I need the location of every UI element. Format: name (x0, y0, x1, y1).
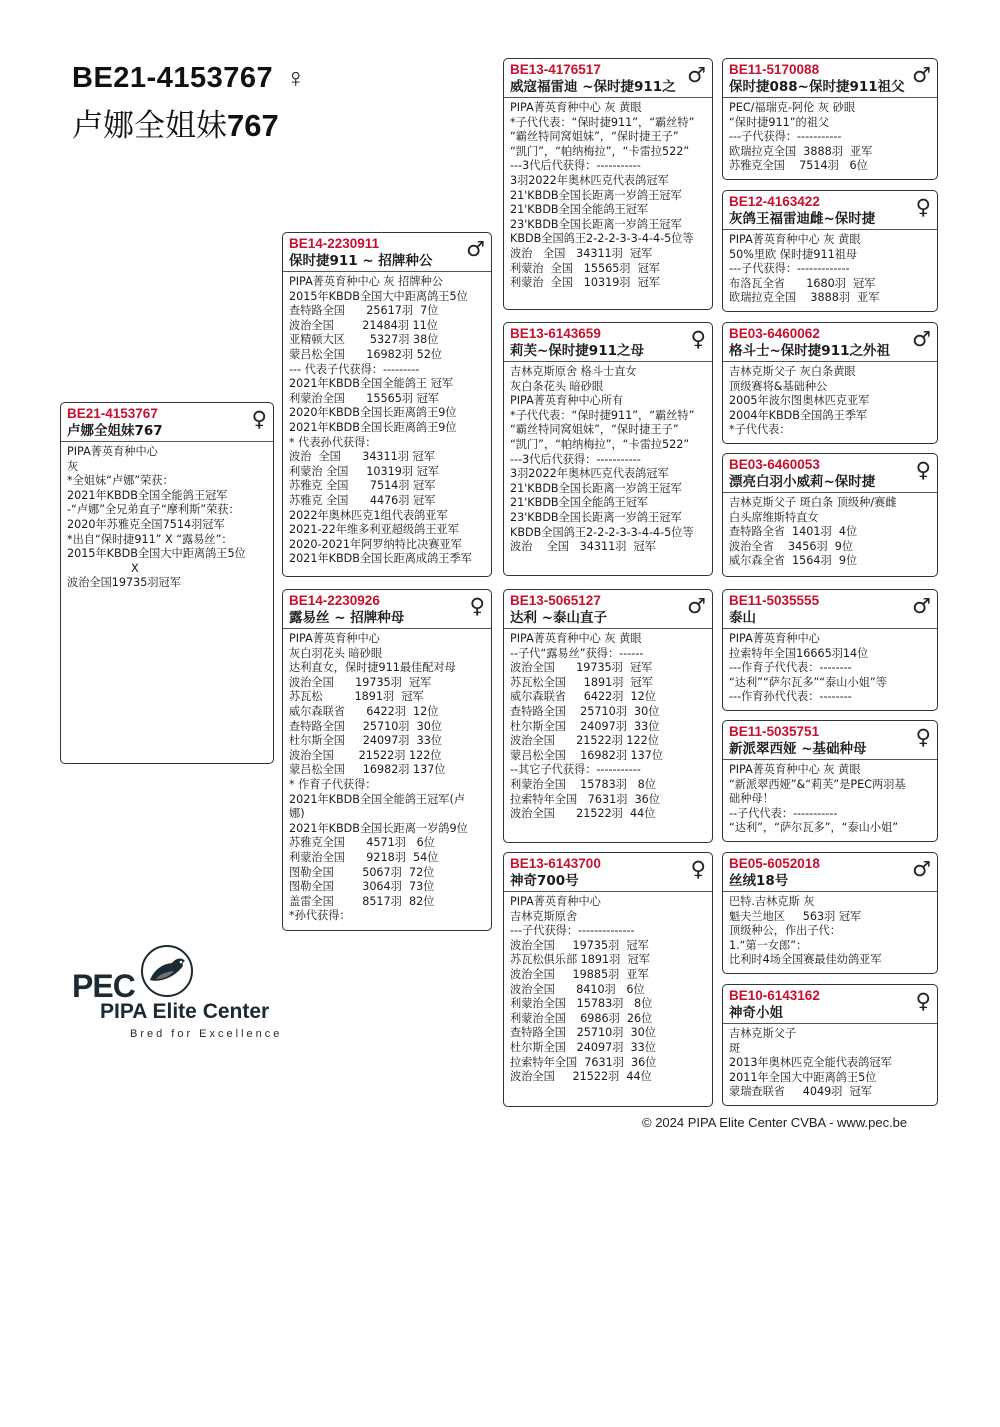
bird-name: 灰鸽王福雷迪雌~保时捷 (729, 211, 876, 227)
card-body (723, 760, 937, 839)
pedigree-card-dsd (722, 720, 938, 842)
card-text-line: PIPA菁英育种中心 (510, 895, 601, 908)
card-text-line: “凯门”，“帕纳梅拉”，“卡雷拉522” (510, 144, 690, 158)
card-text-line: 2021年KBDB全国长距离一岁鸽9位 (289, 821, 468, 835)
pedigree-card-dam-dam (503, 852, 713, 1107)
card-text-line: *子代代表：“保时捷911”，“霸丝特” (510, 115, 695, 129)
pedigree-card-ssd (722, 190, 938, 312)
card-text-line: 利蒙治全国 15565羽 冠军 (289, 391, 439, 405)
ring-number: BE14-2230911 (289, 236, 380, 251)
card-text-line: 23'KBDB全国长距离一岁鸽王冠军 (510, 510, 682, 524)
bird-name: 神奇小姐 (729, 1005, 783, 1021)
card-text-line: 魁夫兰地区 563羽 冠军 (729, 909, 862, 923)
pedigree-card-dds (722, 852, 938, 974)
card-body (504, 362, 712, 558)
card-text-line: “保时捷911”的祖父 (729, 115, 830, 129)
card-text-line: PIPA菁英育种中心 (67, 445, 158, 458)
ring-number: BE12-4163422 (729, 194, 820, 209)
card-text-line: 2020年KBDB全国长距离鸽王9位 (289, 406, 457, 420)
card-text-line: 比利时4场全国赛最佳幼鸽亚军 (729, 953, 882, 967)
bird-name: 威寇福雷迪 ~保时捷911之 (510, 79, 676, 95)
card-text-line: *全姐妹“卢娜”荣获： (67, 474, 174, 488)
card-header (504, 59, 712, 98)
footer-copyright: © 2024 PIPA Elite Center CVBA - www.pec.be (642, 1115, 908, 1130)
card-text-line: 2021年KBDB全国长距离鸽王9位 (289, 420, 457, 434)
card-text-line: PIPA菁英育种中心 (729, 632, 820, 645)
pedigree-card-sire (282, 232, 492, 577)
card-text-line: 波治全国 21522羽 44位 (510, 1070, 652, 1084)
card-text-line: 布洛瓦全省 1680羽 冠军 (729, 276, 876, 290)
card-text-line: 波治全国 19885羽 亚军 (510, 967, 649, 981)
card-text-line: 吉林克斯原舍 格斗士直女 (510, 365, 637, 378)
card-text-line: PIPA菁英育种中心 灰 黄眼 (510, 101, 642, 114)
card-header (723, 590, 937, 629)
card-text-line: 21'KBDB全国全能鸽王冠军 (510, 203, 649, 217)
pedigree-card-sds (722, 322, 938, 444)
bird-name: 神奇700号 (510, 873, 579, 889)
card-text-line: *出自“保时捷911” X “露易丝”： (67, 532, 233, 546)
card-text-line: 蒙瑞查联省 4049羽 冠军 (729, 1085, 872, 1099)
card-text-line: 吉林克斯原舍 (510, 909, 578, 923)
card-text-line: ---3代后代获得：----------- (510, 452, 641, 466)
card-text-line: 亚精顿大区 5327羽 38位 (289, 333, 439, 347)
card-text-line: PIPA菁英育种中心所有 (510, 394, 624, 408)
card-text-line: 威尔森联省 6422羽 12位 (510, 690, 656, 704)
card-text-line: 拉索特年全国 7631羽 36位 (510, 1055, 657, 1069)
card-header (504, 853, 712, 892)
page-title-num: 767 (227, 108, 279, 143)
pedigree-card-subject (60, 402, 274, 764)
card-text-line: ---子代获得：----------- (729, 130, 842, 144)
card-text-line: 2021年KBDB全国长距离成鸽王季军 (289, 552, 472, 566)
card-text-line: --子代代表：----------- (729, 806, 838, 820)
card-body (723, 1024, 937, 1103)
card-text-line: 1.“第一女郎”： (729, 938, 808, 952)
card-text-line: 波治全国 21522羽 122位 (289, 748, 442, 762)
card-text-line: 查特路全国 25710羽 30位 (510, 1026, 656, 1040)
card-body (504, 98, 712, 294)
card-text-line: 灰 (67, 459, 79, 473)
bird-name: 丝绒18号 (729, 873, 789, 889)
card-text-line: * 作育子代获得： (289, 777, 377, 791)
page-ring-number (72, 62, 306, 95)
bird-name: 漂亮白羽小威莉~保时捷 (729, 474, 876, 490)
card-header (504, 590, 712, 629)
card-text-line: 2015年KBDB全国大中距离鸽王5位 (289, 289, 468, 303)
card-header (723, 985, 937, 1024)
card-text-line: PIPA菁英育种中心 灰 黄眼 (729, 763, 861, 776)
pedigree-card-dss (722, 589, 938, 711)
card-text-line: 蒙吕松全国 16982羽 137位 (510, 748, 664, 762)
card-text-line: 白头席维斯特直女 (729, 510, 819, 524)
ring-number: BE03-6460053 (729, 457, 820, 472)
card-body (504, 892, 712, 1088)
card-text-line: 欧瑞拉克全国 3888羽 亚军 (729, 144, 873, 158)
pedigree-card-sss (722, 58, 938, 180)
card-text-line: 波治 全国 34311羽 冠军 (510, 540, 656, 554)
card-header (283, 233, 491, 272)
bird-name: 泰山 (729, 610, 756, 626)
card-text-line: 利蒙治 全国 10319羽 冠军 (289, 464, 439, 478)
card-text-line: 波治全国 19735羽 冠军 (510, 661, 653, 675)
card-text-line: 灰白条花头 暗砂眼 (510, 379, 604, 393)
logo-tagline: Bred for Excellence (130, 1028, 283, 1040)
pedigree-card-dam-sire (503, 589, 713, 843)
bird-name: 格斗士~保时捷911之外祖 (729, 343, 890, 359)
card-text-line: 利蒙治全国 15783羽 8位 (510, 997, 653, 1011)
card-text-line: *子代代表：“保时捷911”，“霸丝特” (510, 408, 695, 422)
card-text-line: PEC/福瑞克-阿伦 灰 砂眼 (729, 101, 856, 114)
card-header (723, 454, 937, 493)
card-text-line: 2021年KBDB全国全能鸽王冠军 (67, 488, 228, 502)
card-text-line: 利蒙治全国 9218羽 54位 (289, 850, 439, 864)
card-body (61, 442, 273, 594)
card-text-line: 图勒全国 3064羽 73位 (289, 880, 435, 894)
card-text-line: 波治全国19735羽冠军 (67, 576, 181, 590)
card-header (723, 853, 937, 892)
male-symbol-icon: ♂ (687, 594, 706, 618)
card-text-line: 2021年KBDB全国全能鸽王冠军(卢 (289, 792, 466, 806)
ring-number: BE14-2230926 (289, 593, 380, 608)
ring-number: BE11-5035751 (729, 724, 820, 739)
card-body (723, 362, 937, 441)
female-symbol-icon: ♀ (285, 63, 307, 93)
card-text-line: 2013年奥林匹克全能代表鸽冠军 (729, 1056, 892, 1070)
card-text-line: 苏雅克全国 4571羽 6位 (289, 836, 435, 850)
male-symbol-icon: ♂ (912, 63, 931, 87)
card-text-line: 欧瑞拉克全国 3888羽 亚军 (729, 291, 880, 305)
ring-number: BE13-6143700 (510, 856, 601, 871)
card-text-line: 利蒙治全国 6986羽 26位 (510, 1011, 653, 1025)
bird-name: 露易丝 ~ 招牌种母 (289, 610, 405, 626)
card-text-line: *孙代获得： (289, 909, 351, 923)
card-text-line: 23'KBDB全国长距离一岁鸽王冠军 (510, 217, 682, 231)
card-text-line: ---子代获得：-------------- (510, 924, 635, 938)
card-body (723, 892, 937, 971)
card-text-line: 吉林克斯父子 灰白条黄眼 (729, 365, 856, 378)
pec-logo (70, 940, 310, 1050)
card-text-line: ---3代后代获得：----------- (510, 159, 641, 173)
female-symbol-icon: ♀ (251, 407, 267, 431)
card-text-line: 2021年KBDB全国全能鸽王 冠军 (289, 377, 454, 391)
male-symbol-icon: ♂ (466, 237, 485, 261)
card-text-line: 查特路全国 25617羽 7位 (289, 304, 439, 318)
page-ring-text: BE21-4153767 (72, 62, 274, 94)
card-text-line: 杜尔斯全国 24097羽 33位 (289, 734, 443, 748)
card-text-line: “达利”，“萨尔瓦多”，“泰山小姐” (729, 821, 899, 835)
card-body (723, 98, 937, 177)
card-body (723, 230, 937, 309)
card-text-line: 斑 (729, 1041, 741, 1055)
card-text-line: --子代“露易丝”获得：------ (510, 646, 644, 660)
card-text-line: “新派翠西娅”&“莉芙”是PEC两羽基 (729, 777, 906, 791)
card-text-line: 3羽2022年奥林匹克代表鸽冠军 (510, 467, 669, 481)
card-text-line: 拉索特年全国16665羽14位 (729, 646, 869, 660)
card-header (723, 191, 937, 230)
card-text-line: 苏雅克 全国 7514羽 冠军 (289, 479, 436, 493)
card-text-line: 顶级赛将&基础种公 (729, 379, 828, 393)
card-text-line: 灰白羽花头 暗砂眼 (289, 646, 383, 660)
card-text-line: 苏雅克 全国 4476羽 冠军 (289, 493, 436, 507)
card-text-line: 波治全国 21522羽 44位 (510, 807, 656, 821)
female-symbol-icon: ♀ (469, 594, 485, 618)
card-text-line: --其它子代获得：----------- (510, 763, 641, 777)
card-text-line: 蒙吕松全国 16982羽 137位 (289, 763, 446, 777)
card-text-line: “凯门”，“帕纳梅拉”，“卡雷拉522” (510, 437, 690, 451)
pigeon-icon (136, 944, 198, 998)
card-text-line: 波治全国 21484羽 11位 (289, 318, 438, 332)
male-symbol-icon: ♂ (912, 857, 931, 881)
card-text-line: 苏瓦松俱乐部 1891羽 冠军 (510, 953, 650, 967)
card-text-line: 杜尔斯全国 24097羽 33位 (510, 719, 660, 733)
card-body (504, 629, 712, 825)
card-text-line: 盖雷全国 8517羽 82位 (289, 894, 435, 908)
card-text-line: PIPA菁英育种中心 灰 黄眼 (729, 233, 861, 246)
bird-name: 新派翠西娅 ~基础种母 (729, 741, 867, 757)
logo-name: PIPA Elite Center (100, 1000, 270, 1023)
card-text-line: * 代表孙代获得： (289, 435, 377, 449)
card-text-line: -“卢娜”全兄弟直子“摩利斯”荣获： (67, 503, 240, 517)
page-title (72, 100, 279, 145)
card-text-line: 苏瓦松全国 1891羽 冠军 (510, 675, 653, 689)
card-text-line: “霸丝特同窝姐妹”，“保时捷王子” (510, 130, 679, 144)
card-header (61, 403, 273, 442)
ring-number: BE10-6143162 (729, 988, 820, 1003)
pedigree-card-dam (282, 589, 492, 931)
ring-number: BE11-5170088 (729, 62, 820, 77)
bird-name: 卢娜全姐妹767 (67, 423, 163, 439)
ring-number: BE21-4153767 (67, 406, 158, 421)
card-text-line: KBDB全国鸽王2-2-2-3-3-4-4-5位等 (510, 525, 694, 539)
bird-name: 保时捷911 ~ 招牌种公 (289, 253, 433, 269)
male-symbol-icon: ♂ (912, 594, 931, 618)
card-text-line: ---子代获得：------------- (729, 262, 850, 276)
card-text-line: 50%里欧 保时捷911祖母 (729, 247, 858, 261)
card-text-line: “达利”“萨尔瓦多”“泰山小姐”等 (729, 675, 887, 689)
logo-mark: PEC (72, 968, 135, 1004)
card-text-line: 2004年KBDB全国鸽王季军 (729, 408, 868, 422)
card-text-line: 21'KBDB全国全能鸽王冠军 (510, 496, 649, 510)
card-text-line: 达利直女，保时捷911最佳配对母 (289, 661, 456, 675)
card-text-line: 波治全国 8410羽 6位 (510, 982, 645, 996)
card-text-line: 图勒全国 5067羽 72位 (289, 865, 435, 879)
card-text-line: PIPA菁英育种中心 (289, 632, 380, 645)
card-text-line: 威尔森全省 1564羽 9位 (729, 554, 858, 568)
card-text-line: 苏雅克全国 7514羽 6位 (729, 159, 868, 173)
card-text-line: X (67, 561, 139, 575)
female-symbol-icon: ♀ (690, 327, 706, 351)
male-symbol-icon: ♂ (912, 327, 931, 351)
card-text-line: 利蒙治全国 15783羽 8位 (510, 777, 656, 791)
card-text-line: 础种母！ (729, 792, 774, 806)
card-body (723, 493, 937, 572)
card-header (283, 590, 491, 629)
bird-name: 保时捷088~保时捷911祖父 (729, 79, 905, 95)
bird-name: 达利 ~泰山直子 (510, 610, 608, 626)
card-text-line: 波治全国 19735羽 冠军 (510, 938, 649, 952)
card-text-line: 波治 全国 34311羽 冠军 (510, 246, 653, 260)
card-text-line: 2011年全国大中距离鸽王5位 (729, 1070, 877, 1084)
card-text-line: 波治全省 3456羽 9位 (729, 539, 854, 553)
card-body (723, 629, 937, 708)
card-text-line: 苏瓦松 1891羽 冠军 (289, 690, 424, 704)
card-text-line: 查特路全国 25710羽 30位 (289, 719, 443, 733)
card-text-line: 拉索特年全国 7631羽 36位 (510, 792, 660, 806)
card-text-line: 娜) (289, 807, 305, 821)
card-text-line: 威尔森联省 6422羽 12位 (289, 704, 439, 718)
card-text-line: --- 代表子代获得：--------- (289, 362, 420, 376)
card-text-line: *子代代表： (729, 423, 791, 437)
card-body (283, 629, 491, 927)
card-text-line: ---作育子代代表：-------- (729, 661, 852, 675)
pedigree-card-ddd (722, 984, 938, 1106)
page-title-cn: 卢娜全姐妹 (72, 108, 227, 144)
card-text-line: 波治 全国 34311羽 冠军 (289, 450, 435, 464)
card-text-line: 吉林克斯父子 (729, 1027, 797, 1040)
ring-number: BE03-6460062 (729, 326, 820, 341)
card-text-line: 查特路全国 25710羽 30位 (510, 704, 660, 718)
card-text-line: PIPA菁英育种中心 灰 招牌种公 (289, 275, 443, 288)
ring-number: BE13-5065127 (510, 593, 601, 608)
card-text-line: 利蒙治 全国 10319羽 冠军 (510, 276, 660, 290)
card-header (723, 59, 937, 98)
card-text-line: 杜尔斯全国 24097羽 33位 (510, 1040, 656, 1054)
card-text-line: 2022年奥林匹克1组代表鸽亚军 (289, 508, 448, 522)
card-text-line: 巴特.吉林克斯 灰 (729, 895, 815, 908)
ring-number: BE13-6143659 (510, 326, 601, 341)
card-text-line: 蒙吕松全国 16982羽 52位 (289, 347, 443, 361)
pedigree-card-sire-dam (503, 322, 713, 576)
card-text-line: 顶级种公，作出子代： (729, 924, 841, 938)
card-text-line: ---作育孙代代表：-------- (729, 690, 852, 704)
card-text-line: PIPA菁英育种中心 灰 黄眼 (510, 632, 642, 645)
card-header (723, 721, 937, 760)
card-text-line: 2005年波尔图奥林匹克亚军 (729, 394, 870, 408)
card-text-line: 21'KBDB全国长距离一岁鸽王冠军 (510, 188, 682, 202)
male-symbol-icon: ♂ (687, 63, 706, 87)
pedigree-card-sdd (722, 453, 938, 577)
female-symbol-icon: ♀ (915, 458, 931, 482)
bird-name: 莉芙~保时捷911之母 (510, 343, 644, 359)
female-symbol-icon: ♀ (915, 195, 931, 219)
card-text-line: 2015年KBDB全国大中距离鸽王5位 (67, 547, 246, 561)
card-text-line: 利蒙治 全国 15565羽 冠军 (510, 261, 660, 275)
ring-number: BE05-6052018 (729, 856, 820, 871)
ring-number: BE13-4176517 (510, 62, 601, 77)
female-symbol-icon: ♀ (690, 857, 706, 881)
card-text-line: 2020-2021年阿罗纳特比决赛亚军 (289, 537, 462, 551)
card-text-line: “霸丝特同窝姐妹”，“保时捷王子” (510, 423, 679, 437)
card-header (723, 323, 937, 362)
card-text-line: 2020年苏雅克全国7514羽冠军 (67, 517, 225, 531)
card-text-line: 查特路全省 1401羽 4位 (729, 525, 858, 539)
card-text-line: KBDB全国鸽王2-2-2-3-3-4-4-5位等 (510, 232, 694, 246)
card-body (283, 272, 491, 570)
ring-number: BE11-5035555 (729, 593, 820, 608)
card-text-line: 21'KBDB全国长距离一岁鸽王冠军 (510, 481, 682, 495)
card-text-line: 波治全国 19735羽 冠军 (289, 675, 432, 689)
female-symbol-icon: ♀ (915, 725, 931, 749)
card-text-line: 3羽2022年奥林匹克代表鸽冠军 (510, 173, 669, 187)
pedigree-card-sire-sire (503, 58, 713, 310)
card-text-line: 吉林克斯父子 斑白条 顶级种/赛雌 (729, 496, 897, 509)
card-header (504, 323, 712, 362)
card-text-line: 2021-22年维多利亚超级鸽王亚军 (289, 523, 459, 537)
female-symbol-icon: ♀ (915, 989, 931, 1013)
card-text-line: 波治全国 21522羽 122位 (510, 734, 659, 748)
